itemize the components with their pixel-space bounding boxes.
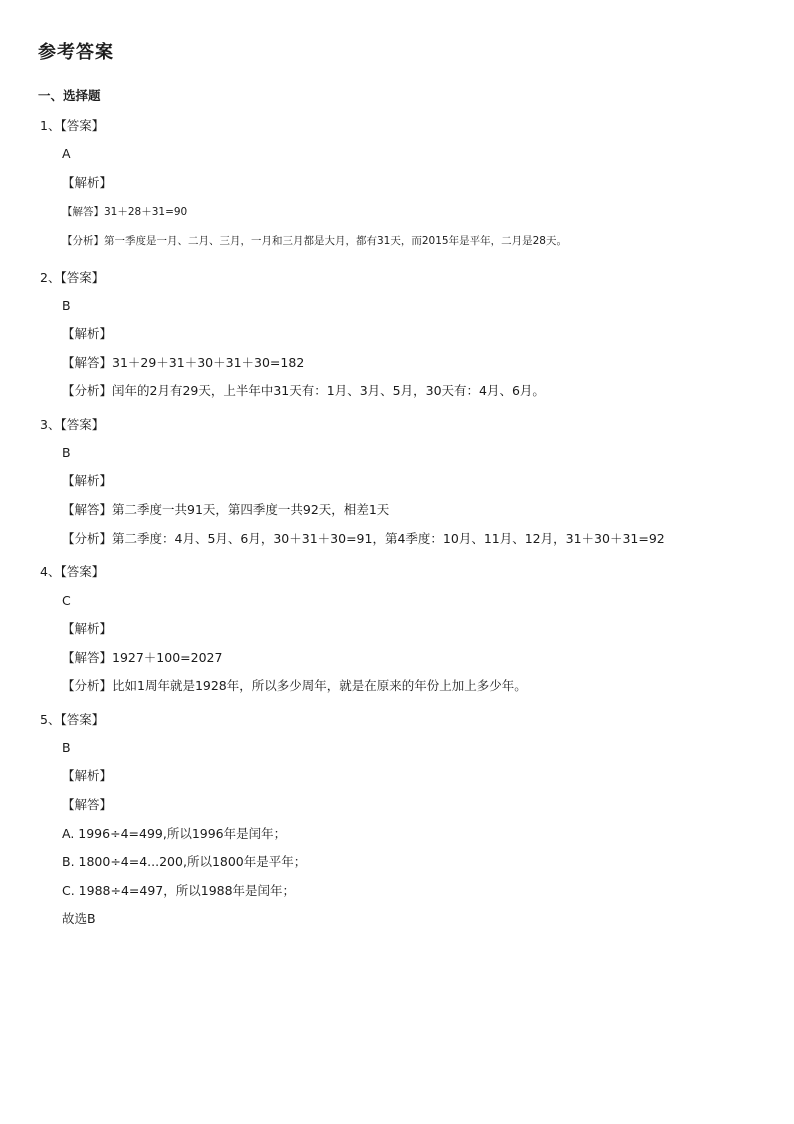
- question-4-explanation: 【分析】比如1周年就是1928年，所以多少周年，就是在原来的年份上加上多少年。: [62, 678, 527, 693]
- question-1-solution: 【解答】31＋28＋31=90: [62, 206, 188, 218]
- question-4-answer-heading: 4、【答案】: [40, 564, 105, 579]
- question-2-answer: B: [62, 298, 71, 313]
- question-3-explanation: 【分析】第二季度：4月、5月、6月，30＋31＋30=91，第4季度：10月、11月、12月，31＋30＋31=92: [62, 531, 665, 546]
- question-1-analysis-heading: 【解析】: [62, 175, 113, 190]
- question-2-analysis-heading: 【解析】: [62, 326, 113, 341]
- question-5-answer-heading: 5、【答案】: [40, 712, 105, 727]
- question-5-answer: B: [62, 740, 71, 755]
- question-3-solution: 【解答】第二季度一共91天，第四季度一共92天，相差1天: [62, 502, 390, 517]
- question-1-answer-heading: 1、【答案】: [40, 118, 105, 133]
- question-5-option-a: A. 1996÷4=499,所以1996年是闰年；: [62, 826, 287, 841]
- question-5-conclusion: 故选B: [62, 911, 96, 926]
- question-5-option-b: B. 1800÷4=4...200,所以1800年是平年；: [62, 854, 307, 869]
- section-heading: 一、选择题: [38, 88, 101, 103]
- question-1-answer: A: [62, 146, 71, 161]
- question-2-answer-heading: 2、【答案】: [40, 270, 105, 285]
- question-1-explanation: 【分析】第一季度是一月、二月、三月，一月和三月都是大月，都有31天，而2015年是平年，二月是28天。: [62, 235, 567, 247]
- question-2-explanation: 【分析】闰年的2月有29天，上半年中31天有：1月、3月、5月，30天有：4月、6月。: [62, 383, 545, 398]
- question-4-answer: C: [62, 593, 71, 608]
- question-4-solution: 【解答】1927＋100=2027: [62, 650, 223, 665]
- question-3-answer: B: [62, 445, 71, 460]
- page-title: 参考答案: [38, 42, 114, 63]
- question-2-solution: 【解答】31＋29＋31＋30＋31＋30=182: [62, 355, 305, 370]
- question-4-analysis-heading: 【解析】: [62, 621, 113, 636]
- question-5-option-c: C. 1988÷4=497，所以1988年是闰年；: [62, 883, 296, 898]
- question-3-analysis-heading: 【解析】: [62, 473, 113, 488]
- question-5-analysis-heading: 【解析】: [62, 768, 113, 783]
- question-3-answer-heading: 3、【答案】: [40, 417, 105, 432]
- question-5-solution-heading: 【解答】: [62, 797, 113, 812]
